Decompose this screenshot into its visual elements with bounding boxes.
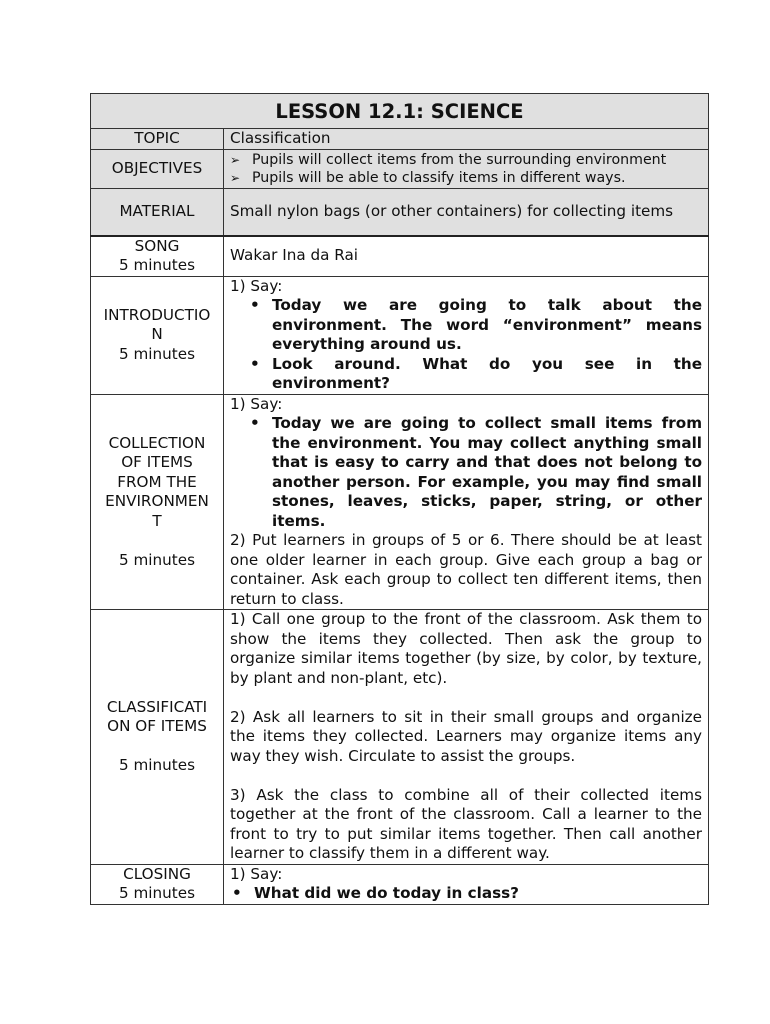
title-row xyxy=(91,94,709,129)
collection-content xyxy=(224,394,709,610)
topic-value: Classification xyxy=(224,129,709,150)
classification-step-1: 1) Call one group to the front of the classroom. Ask them to show the items they collected. Then ask the group to organize similar items together (by size, by color, by texture, by plant and non-plant, etc). xyxy=(230,610,703,687)
material-label: MATERIAL xyxy=(91,188,224,236)
introduction-label-time: 5 minutes xyxy=(119,344,195,363)
classification-content xyxy=(224,610,709,865)
classification-label-line: CLASSIFICATI xyxy=(106,697,208,716)
closing-label-name: CLOSING xyxy=(123,864,191,883)
objectives-row xyxy=(91,149,709,188)
topic-label: TOPIC xyxy=(91,129,224,150)
collection-bullets xyxy=(230,414,702,531)
classification-label-time: 5 minutes xyxy=(119,756,195,775)
collection-step-2: 2) Put learners in groups of 5 or 6. There should be at least one older learner in each group. Give each group a bag or container. Ask each group to collect ten different items, then return to class. xyxy=(230,531,703,608)
classification-label-line: ON OF ITEMS xyxy=(107,717,207,736)
closing-label-time: 5 minutes xyxy=(119,884,195,902)
objective-item: ➢ Pupils will be able to classify items in different ways. xyxy=(230,169,626,186)
collection-row xyxy=(91,394,709,610)
objectives-list xyxy=(230,151,702,187)
closing-bullets xyxy=(230,884,702,904)
closing-content xyxy=(224,864,709,904)
lesson-plan-table xyxy=(90,93,709,905)
collection-label xyxy=(91,394,224,610)
paragraph-spacer xyxy=(230,688,702,708)
closing-row xyxy=(91,864,709,904)
topic-row xyxy=(91,129,709,150)
objectives-label: OBJECTIVES xyxy=(91,149,224,188)
introduction-label xyxy=(91,276,224,394)
song-value: Wakar Ina da Rai xyxy=(224,236,709,277)
objectives-cell xyxy=(224,149,709,188)
song-label xyxy=(91,236,224,277)
introduction-label-line: N xyxy=(151,325,163,344)
lesson-title: LESSON 12.1: SCIENCE xyxy=(91,94,709,129)
bullet-item: • Today we are going to talk about the environment. The word “environment” means everything around us. xyxy=(250,296,703,353)
bullet-dot-icon: • xyxy=(250,296,260,314)
arrow-bullet-icon: ➢ xyxy=(230,152,241,167)
material-value: Small nylon bags (or other containers) for collecting items xyxy=(224,188,709,236)
song-label-name: SONG xyxy=(134,236,180,255)
bullet-item: • Today we are going to collect small items from the environment. You may collect anything small that is easy to carry and that does not belong to another person. For example, you may find small stones, leaves, sticks, paper, string, or other items. xyxy=(250,414,703,530)
introduction-content xyxy=(224,276,709,394)
song-label-time: 5 minutes xyxy=(119,256,195,274)
collection-label-line: FROM THE xyxy=(117,472,197,491)
closing-say: 1) Say: xyxy=(230,864,283,883)
collection-label-line: T xyxy=(152,511,162,530)
closing-label xyxy=(91,864,224,904)
classification-row xyxy=(91,610,709,865)
collection-label-line: ENVIRONMEN xyxy=(105,492,209,510)
collection-say: 1) Say: xyxy=(230,394,283,413)
collection-label-line: OF ITEMS xyxy=(121,453,193,471)
collection-label-time: 5 minutes xyxy=(119,550,195,569)
bullet-dot-icon: • xyxy=(250,354,260,373)
bullet-item: • Look around. What do you see in the environment? xyxy=(250,354,703,392)
bullet-item: • What did we do today in class? xyxy=(232,884,519,902)
arrow-bullet-icon: ➢ xyxy=(230,170,241,185)
classification-step-2: 2) Ask all learners to sit in their small groups and organize the items they collected. Learners may organize items any way they wish. Circulate to assist the groups. xyxy=(230,707,703,765)
paragraph-spacer xyxy=(230,766,702,786)
introduction-say: 1) Say: xyxy=(230,276,283,295)
classification-label xyxy=(91,610,224,865)
song-row xyxy=(91,236,709,277)
introduction-label-line: INTRODUCTIO xyxy=(103,305,211,324)
classification-step-3: 3) Ask the class to combine all of their collected items together at the front of the classroom. Call a learner to the front to try to put similar items together. Then call another learner to classify them in a different way. xyxy=(230,785,703,862)
material-row xyxy=(91,188,709,236)
bullet-dot-icon: • xyxy=(250,414,260,432)
bullet-dot-icon: • xyxy=(232,884,242,902)
introduction-row xyxy=(91,276,709,394)
introduction-bullets xyxy=(230,296,702,394)
collection-label-line: COLLECTION xyxy=(108,433,206,452)
objective-item: ➢ Pupils will collect items from the surrounding environment xyxy=(230,151,667,168)
